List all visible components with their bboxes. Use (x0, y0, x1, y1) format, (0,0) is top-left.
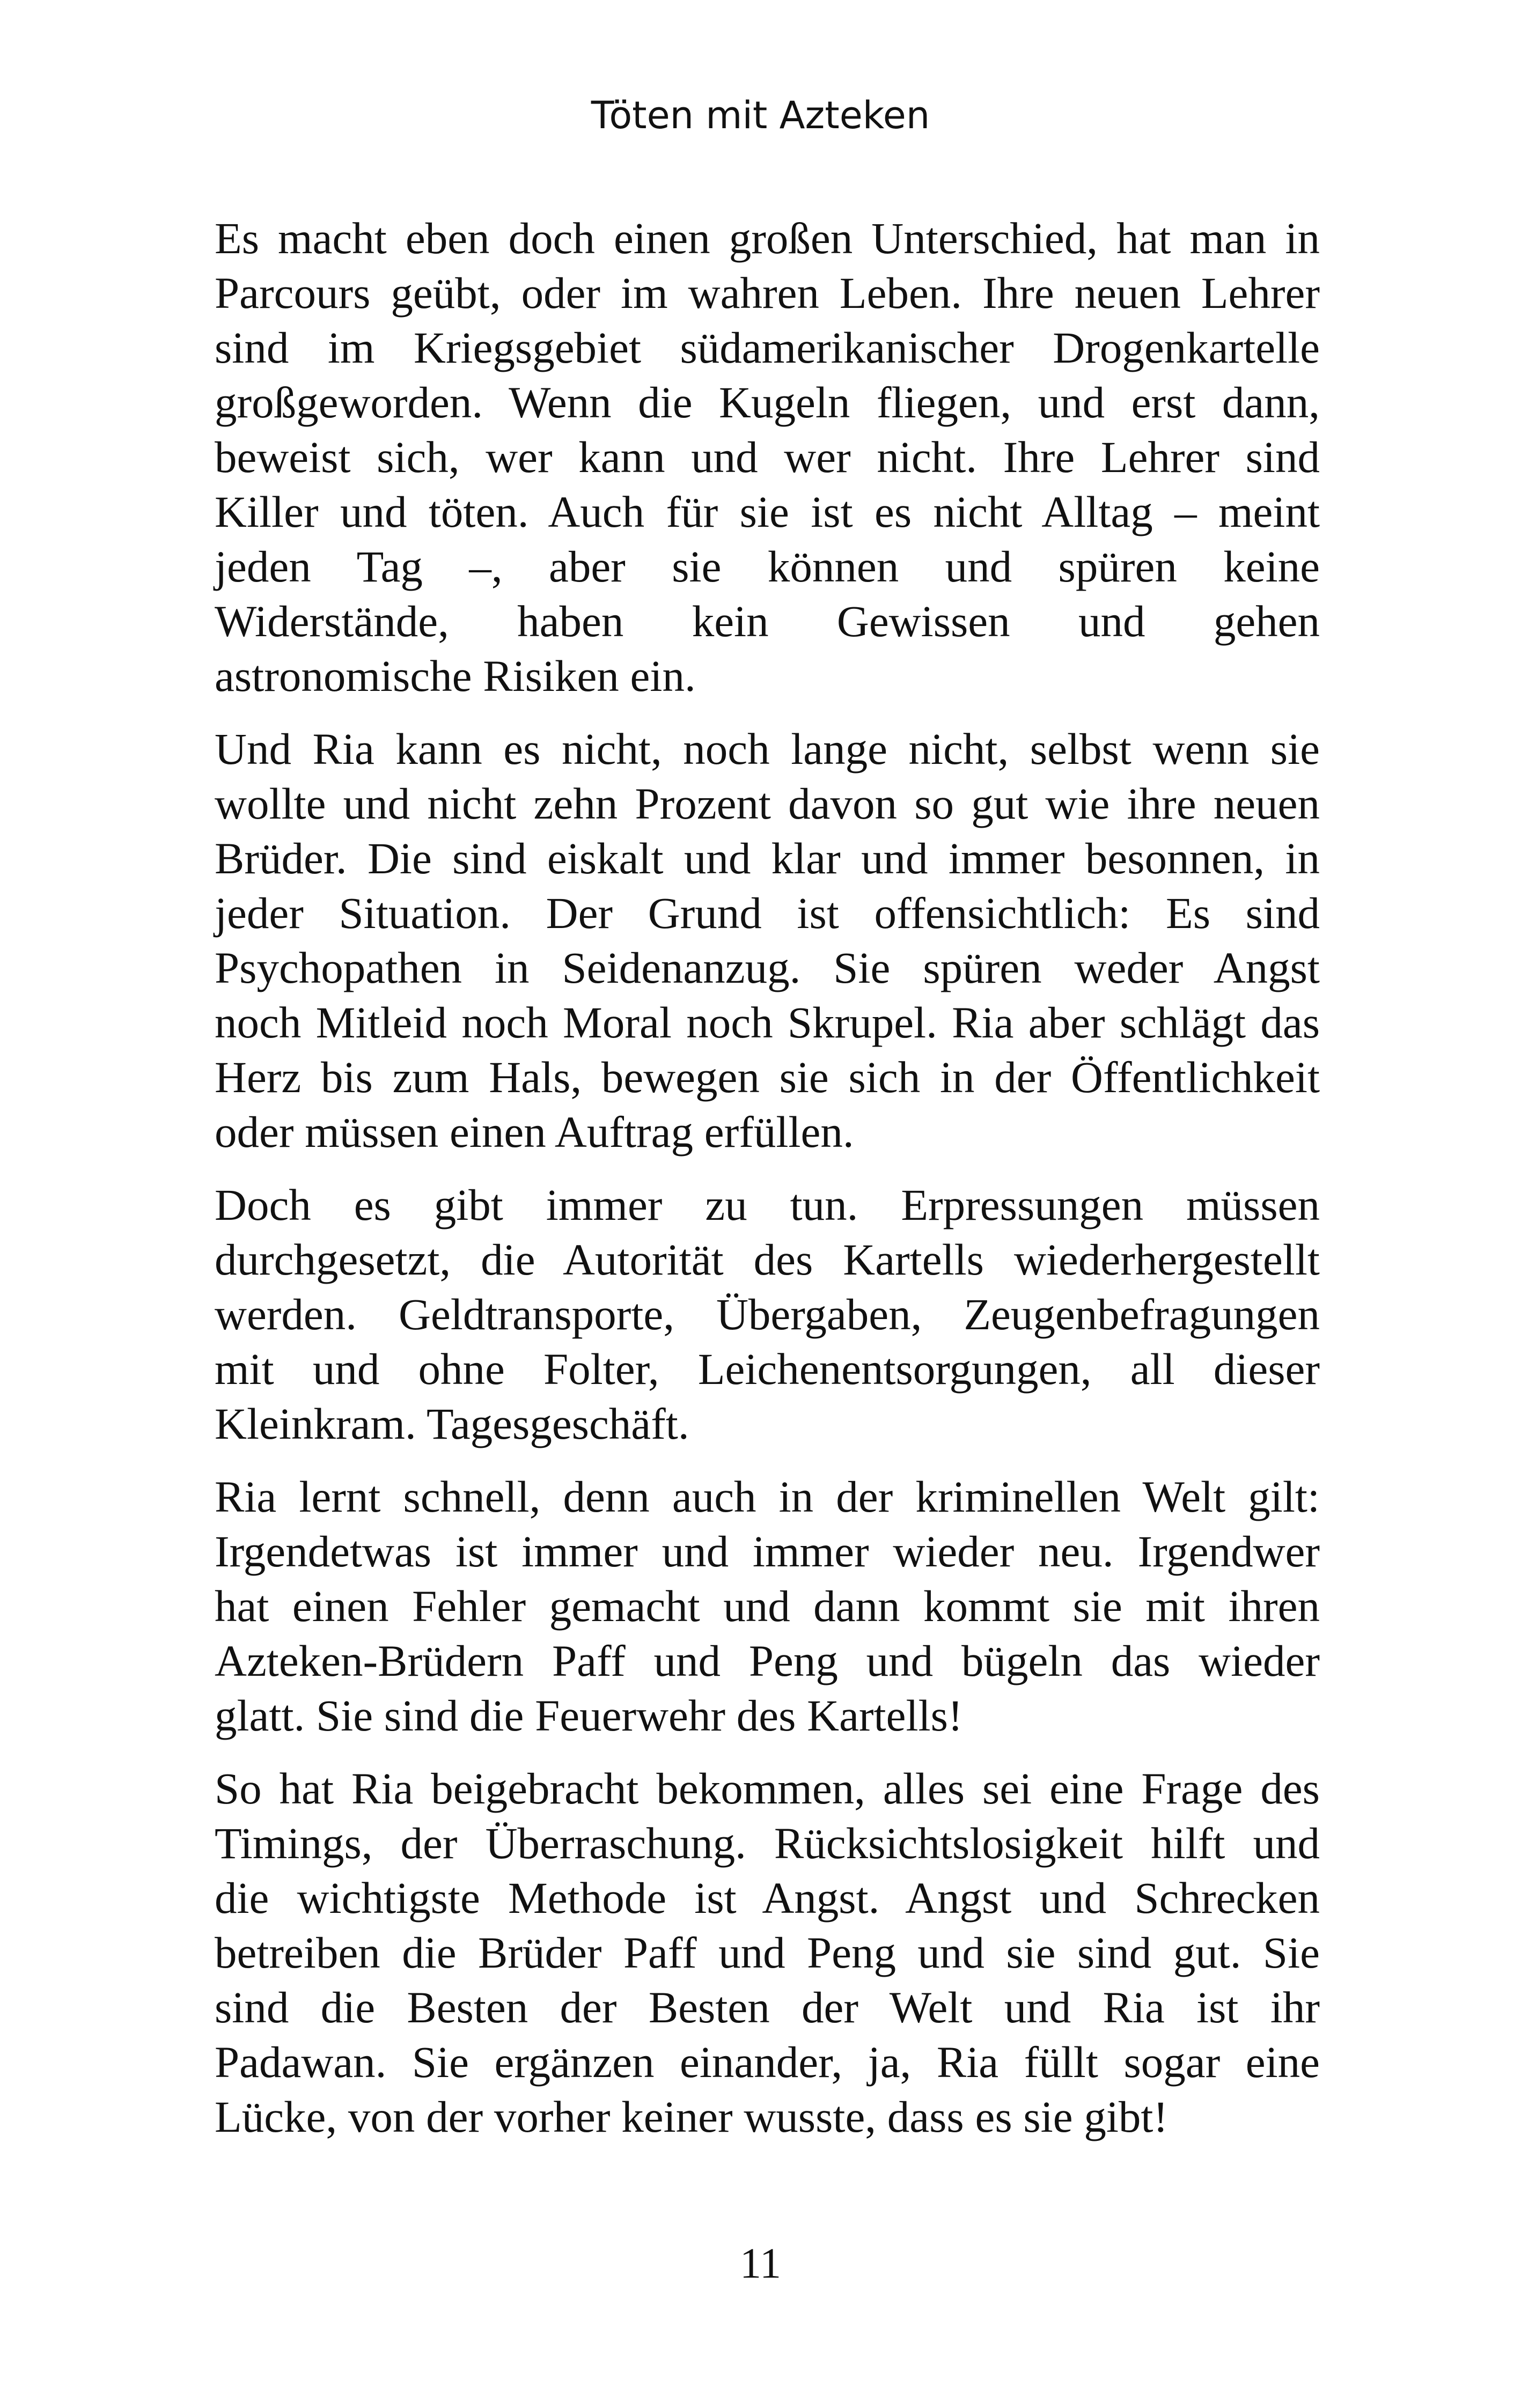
body-text (215, 211, 1320, 2162)
paragraph-4 (215, 1469, 1320, 1743)
text-line: wollte und nicht zehn Prozent davon so gut wie ihre neuen (215, 779, 1320, 828)
paragraph-5 (215, 1761, 1320, 2144)
text-line: Lücke, von der vorher keiner wusste, dass es sie gibt! (215, 2092, 1169, 2141)
text-line: Es macht eben doch einen großen Unterschied, hat man in (215, 213, 1320, 263)
text-line: Irgendetwas ist immer und immer wieder neu. Irgendwer (215, 1527, 1320, 1576)
text-line: großgeworden. Wenn die Kugeln fliegen, und erst dann, (215, 378, 1320, 427)
text-line: Doch es gibt immer zu tun. Erpressungen müssen (215, 1180, 1320, 1229)
text-line: Widerstände, haben kein Gewissen und gehen (215, 597, 1320, 646)
text-line: glatt. Sie sind die Feuerwehr des Kartells! (215, 1691, 963, 1740)
text-line: mit und ohne Folter, Leichenentsorgungen, all dieser (215, 1344, 1320, 1394)
text-line: oder müssen einen Auftrag erfüllen. (215, 1107, 854, 1157)
text-line: astronomische Risiken ein. (215, 651, 696, 701)
text-line: sind im Kriegsgebiet südamerikanischer Drogenkartelle (215, 323, 1320, 372)
text-line: durchgesetzt, die Autorität des Kartells wiederhergestellt (215, 1235, 1320, 1284)
text-line: Parcours geübt, oder im wahren Leben. Ihre neuen Lehrer (215, 268, 1320, 318)
text-line: jeder Situation. Der Grund ist offensichtlich: Es sind (215, 888, 1320, 938)
page-number: 11 (739, 2240, 782, 2287)
text-line: Padawan. Sie ergänzen einander, ja, Ria füllt sogar eine (215, 2037, 1320, 2087)
text-line: Psychopathen in Seidenanzug. Sie spüren weder Angst (215, 943, 1320, 992)
text-line: sind die Besten der Besten der Welt und Ria ist ihr (215, 1983, 1320, 2032)
text-line: Herz bis zum Hals, bewegen sie sich in der Öffentlichkeit (215, 1052, 1320, 1102)
paragraph-2 (215, 721, 1320, 1159)
paragraph-3 (215, 1177, 1320, 1451)
text-line: werden. Geldtransporte, Übergaben, Zeugenbefragungen (215, 1290, 1320, 1339)
text-line: So hat Ria beigebracht bekommen, alles sei eine Frage des (215, 1764, 1320, 1813)
text-line: jeden Tag –, aber sie können und spüren keine (215, 542, 1320, 591)
text-line: Azteken-Brüdern Paff und Peng und bügeln das wieder (215, 1636, 1320, 1685)
text-line: Ria lernt schnell, denn auch in der kriminellen Welt gilt: (215, 1472, 1320, 1521)
text-line: betreiben die Brüder Paff und Peng und sie sind gut. Sie (215, 1928, 1320, 1977)
paragraph-1 (215, 211, 1320, 703)
text-line: Brüder. Die sind eiskalt und klar und immer besonnen, in (215, 834, 1320, 883)
running-header-title: Töten mit Azteken (591, 93, 930, 137)
text-line: Und Ria kann es nicht, noch lange nicht, selbst wenn sie (215, 724, 1320, 774)
text-line: beweist sich, wer kann und wer nicht. Ihre Lehrer sind (215, 432, 1320, 482)
text-line: Kleinkram. Tagesgeschäft. (215, 1399, 689, 1448)
text-line: noch Mitleid noch Moral noch Skrupel. Ria aber schlägt das (215, 998, 1320, 1047)
text-line: hat einen Fehler gemacht und dann kommt sie mit ihren (215, 1581, 1320, 1631)
text-line: Killer und töten. Auch für sie ist es nicht Alltag – meint (215, 487, 1320, 536)
text-line: Timings, der Überraschung. Rücksichtslosigkeit hilft und (215, 1818, 1320, 1868)
text-line: die wichtigste Methode ist Angst. Angst und Schrecken (215, 1873, 1320, 1923)
